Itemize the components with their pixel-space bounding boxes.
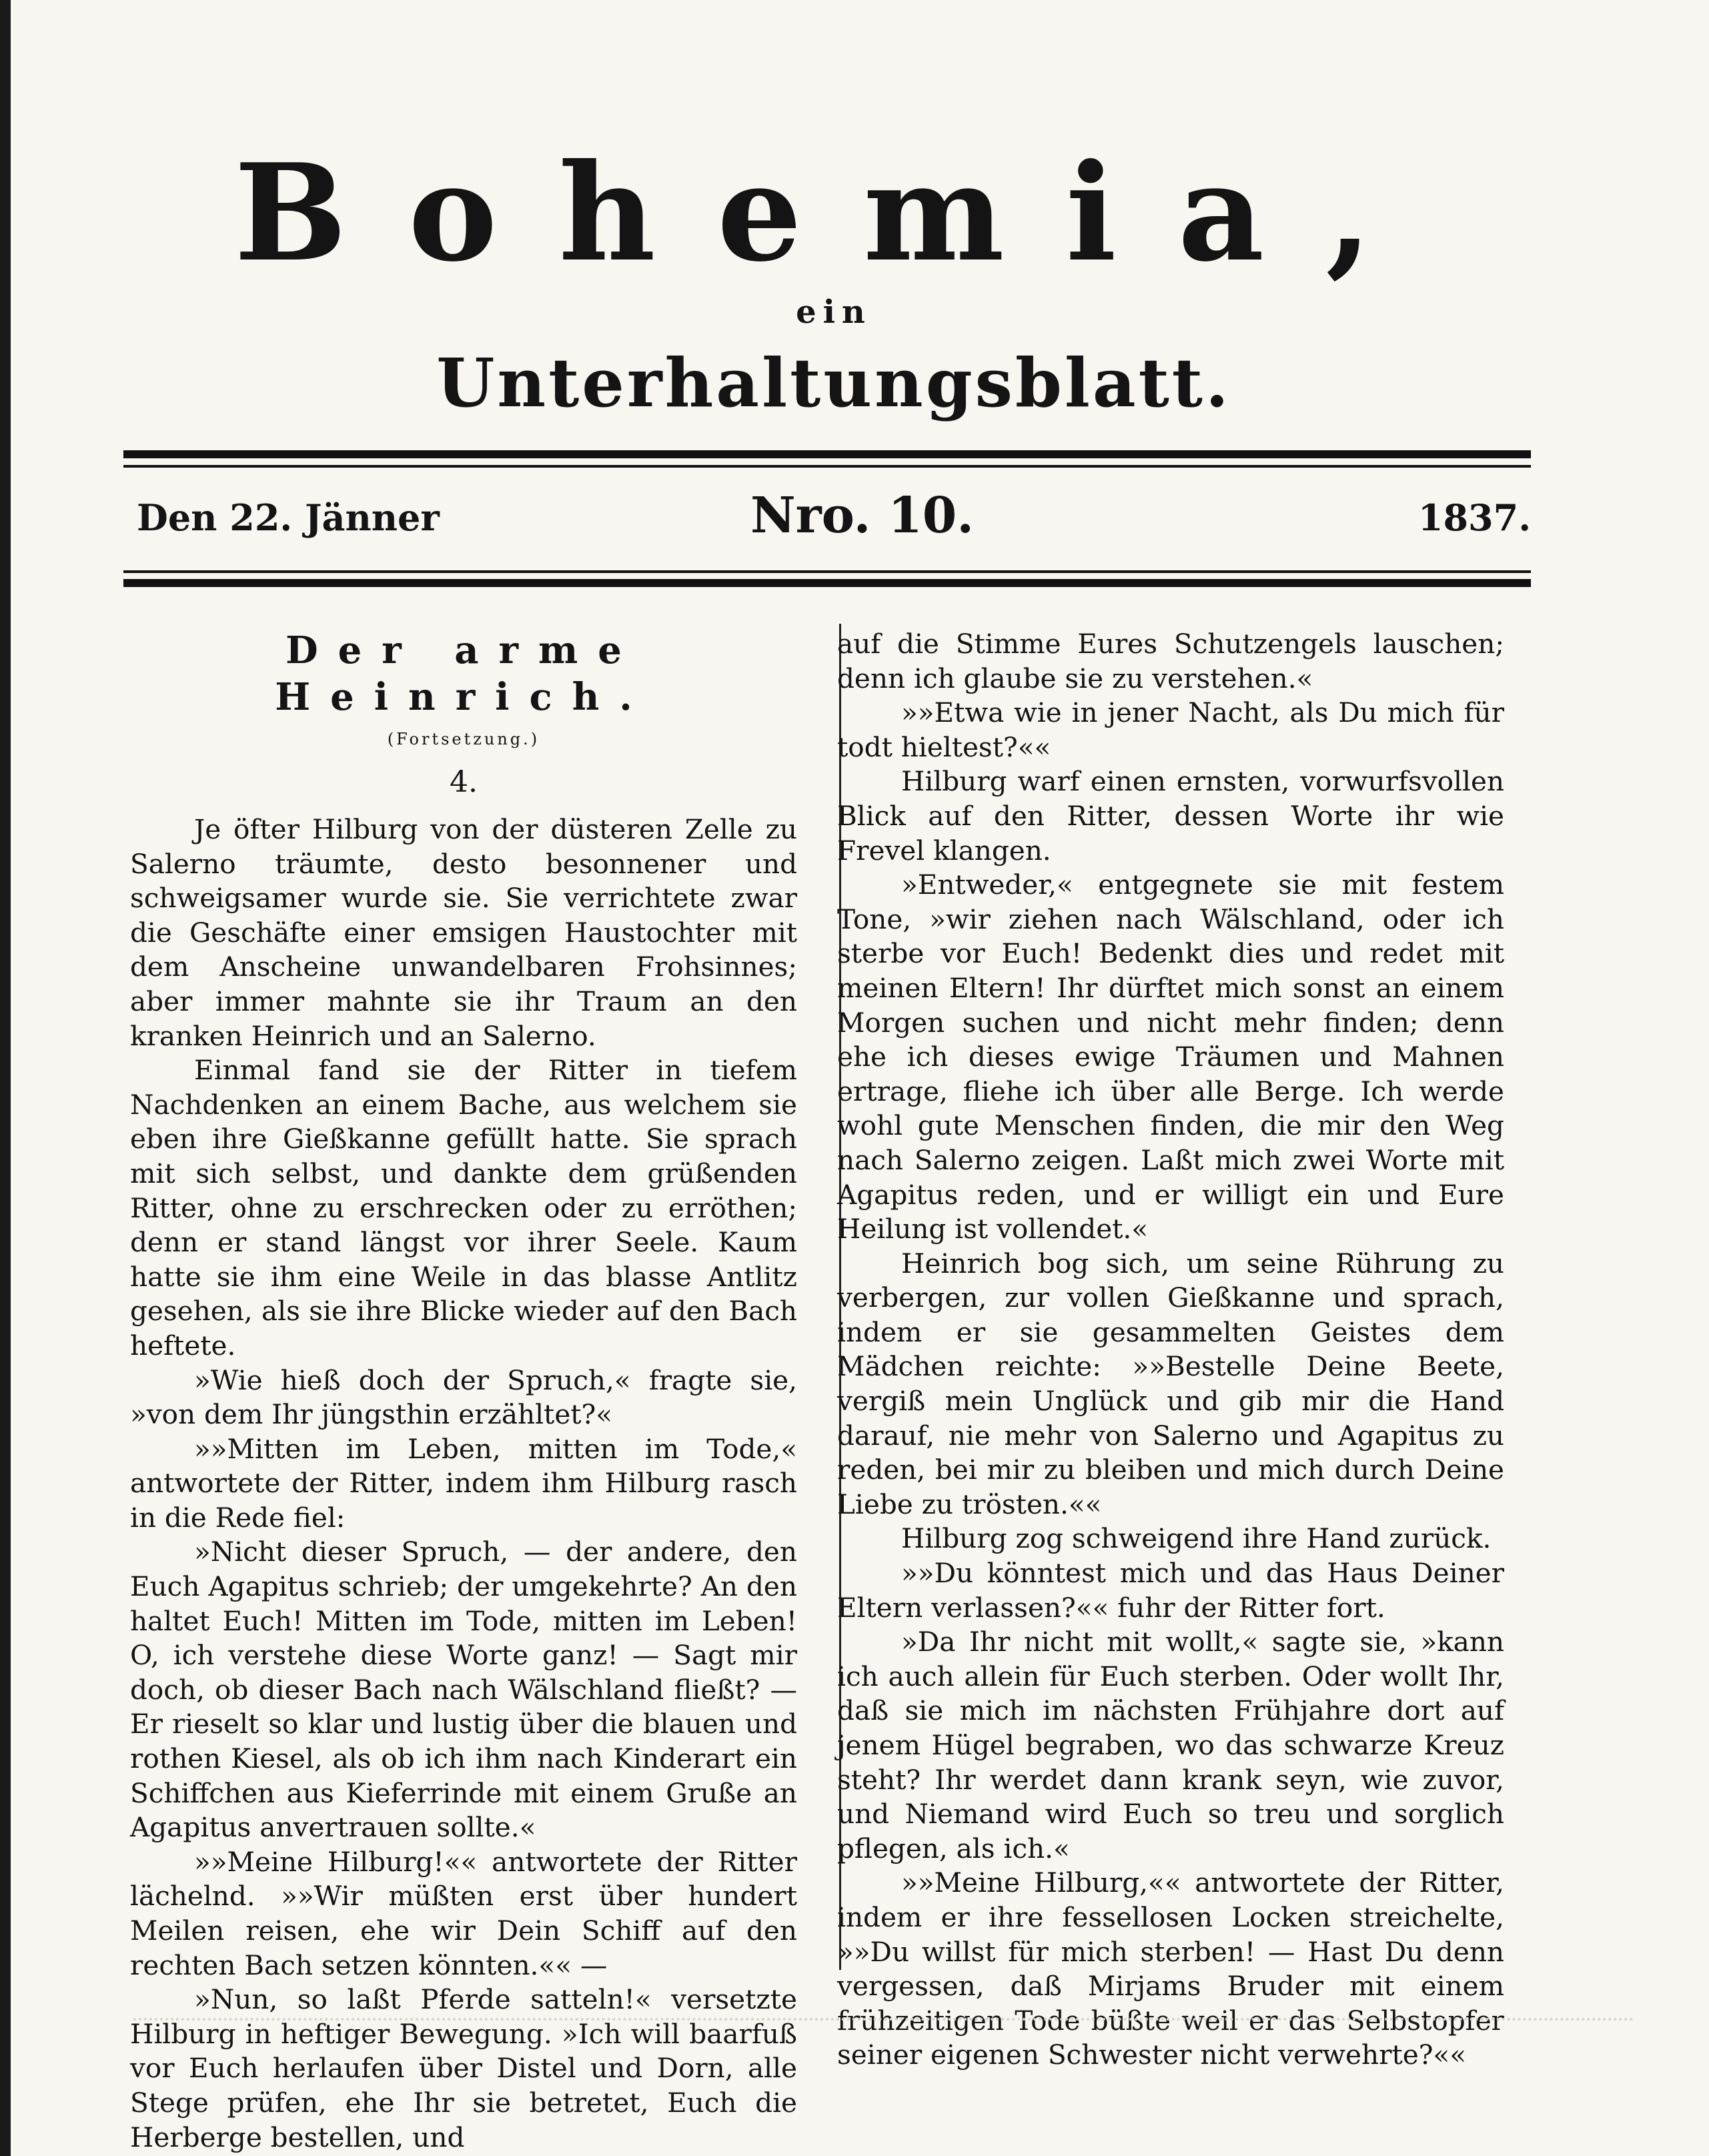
left-column <box>130 627 797 2155</box>
chapter-number: 4. <box>450 765 478 799</box>
newspaper-page <box>20 0 1709 2156</box>
masthead-rule-top <box>123 450 1531 458</box>
masthead-subtitle-large: Unterhaltungsblatt. <box>436 344 1231 422</box>
issue-year: 1837. <box>1417 496 1531 539</box>
paragraph: Hilburg zog schweigend ihre Hand zurück. <box>901 1522 1492 1555</box>
paragraph: »»Meine Hilburg,«« antwortete der Ritter, indem er ihre fessellosen Locken streichelte, »»Du willst für mich sterben! — Hast Du denn vergessen, daß Mirjams Bruder mit einem frühzeitigen Tode büßte weil er das Selbstopfer seiner eigenen Schwester nicht verwehrte?«« <box>837 1866 1504 2071</box>
issue-date: Den 22. Jänner <box>137 496 440 539</box>
paragraph: Je öfter Hilburg von der düsteren Zelle zu Salerno träumte, desto besonnener und schweigsamer wurde sie. Sie verrichtete zwar die Geschäfte einer emsigen Haustochter mit dem Anscheine unwandelbaren Frohsinnes; aber immer mahnte sie ihr Traum an den kranken Heinrich und an Salerno. <box>130 813 797 1052</box>
paragraph: »Da Ihr nicht mit wollt,« sagte sie, »kann ich auch allein für Euch sterben. Oder wollt Ihr, daß sie mich im nächsten Frühjahre dort auf jenem Hügel begraben, wo das schwarze Kreuz steht? Ihr werdet dann krank seyn, wie zuvor, und Niemand wird Euch so treu und sorglich pflegen, als ich.« <box>837 1626 1504 1864</box>
dateline <box>123 487 1531 547</box>
paragraph: »»Etwa wie in jener Nacht, als Du mich für todt hieltest?«« <box>837 696 1504 763</box>
paragraph: »»Du könntest mich und das Haus Deiner Eltern verlassen?«« fuhr der Ritter fort. <box>837 1557 1504 1624</box>
page-bottom-specks <box>133 2018 1634 2023</box>
right-column <box>837 627 1504 2073</box>
paragraph: »Nicht dieser Spruch, — der andere, den Euch Agapitus schrieb; der umgekehrte? An den haltet Euch! Mitten im Tode, mitten im Leben! O, ich verstehe diese Worte ganz! — Sagt mir doch, ob dieser Bach nach Wälschland fließt? — Er rieselt so klar und lustig über die blauen und rothen Kiesel, als ob ich ihm nach Kinderart ein Schiffchen aus Kieferrinde mit einem Gruße an Agapitus anvertrauen sollte.« <box>130 1536 797 1844</box>
dateline-rule-bottom <box>123 579 1531 587</box>
page-binding-edge <box>0 0 11 2156</box>
paragraph: auf die Stimme Eures Schutzengels lauschen; denn ich glaube sie zu verstehen.« <box>837 628 1504 694</box>
paragraph: »»Mitten im Leben, mitten im Tode,« antwortete der Ritter, indem ihm Hilburg rasch in die Rede fiel: <box>130 1432 797 1534</box>
masthead-subtitle-small: ein <box>796 294 872 331</box>
paragraph: »Nun, so laßt Pferde satteln!« versetzte Hilburg in heftiger Bewegung. »Ich will baarfuß vor Euch herlaufen über Distel und Dorn, alle Stege prüfen, ehe Ihr sie betretet, Euch die Herberge bestellen, und <box>130 1983 797 2153</box>
article-title: Der arme Heinrich. <box>275 628 652 719</box>
masthead-title: Bohemia, <box>234 135 1434 292</box>
dateline-rule-thin <box>123 570 1531 573</box>
paragraph: »Entweder,« entgegnete sie mit festem Tone, »wir ziehen nach Wälschland, oder ich sterbe vor Euch! Bedenkt dies und redet mit meinen Eltern! Ihr dürftet mich sonst an einem Morgen suchen und nicht mehr finden; denn ehe ich dieses ewige Träumen und Mahnen ertrage, fliehe ich über alle Berge. Ich werde wohl gute Menschen finden, die mir den Weg nach Salerno zeigen. Laßt mich zwei Worte mit Agapitus reden, und er willigt ein und Eure Heilung ist vollendet.« <box>837 869 1504 1245</box>
article-subtitle: (Fortsetzung.) <box>387 730 540 748</box>
masthead-rule-top-thin <box>123 465 1531 468</box>
issue-number: Nro. 10. <box>750 487 974 544</box>
paragraph: »»Meine Hilburg!«« antwortete der Ritter lächelnd. »»Wir müßten erst über hundert Meilen reisen, ehe wir Dein Schiff auf den rechten Bach setzen könnten.«« — <box>130 1845 797 1981</box>
paragraph: Heinrich bog sich, um seine Rührung zu verbergen, zur vollen Gießkanne und sprach, indem er sie gesammelten Geistes dem Mädchen reichte: »»Bestelle Deine Beete, vergiß mein Unglück und gib mir die Hand darauf, nie mehr von Salerno und Agapitus zu reden, bei mir zu bleiben und mich durch Deine Liebe zu trösten.«« <box>837 1247 1504 1520</box>
paragraph: Einmal fand sie der Ritter in tiefem Nachdenken an einem Bache, aus welchem sie eben ihre Gießkanne gefüllt hatte. Sie sprach mit sich selbst, und dankte dem grüßenden Ritter, ohne zu erschrecken oder zu erröthen; denn er stand längst vor ihrer Seele. Kaum hatte sie ihm eine Weile in das blasse Antlitz gesehen, als sie ihre Blicke wieder auf den Bach heftete. <box>130 1054 797 1362</box>
paragraph: Hilburg warf einen ernsten, vorwurfsvollen Blick auf den Ritter, dessen Worte ihr wie Frevel klangen. <box>837 765 1504 867</box>
paragraph: »Wie hieß doch der Spruch,« fragte sie, »von dem Ihr jüngsthin erzähltet?« <box>130 1364 797 1431</box>
